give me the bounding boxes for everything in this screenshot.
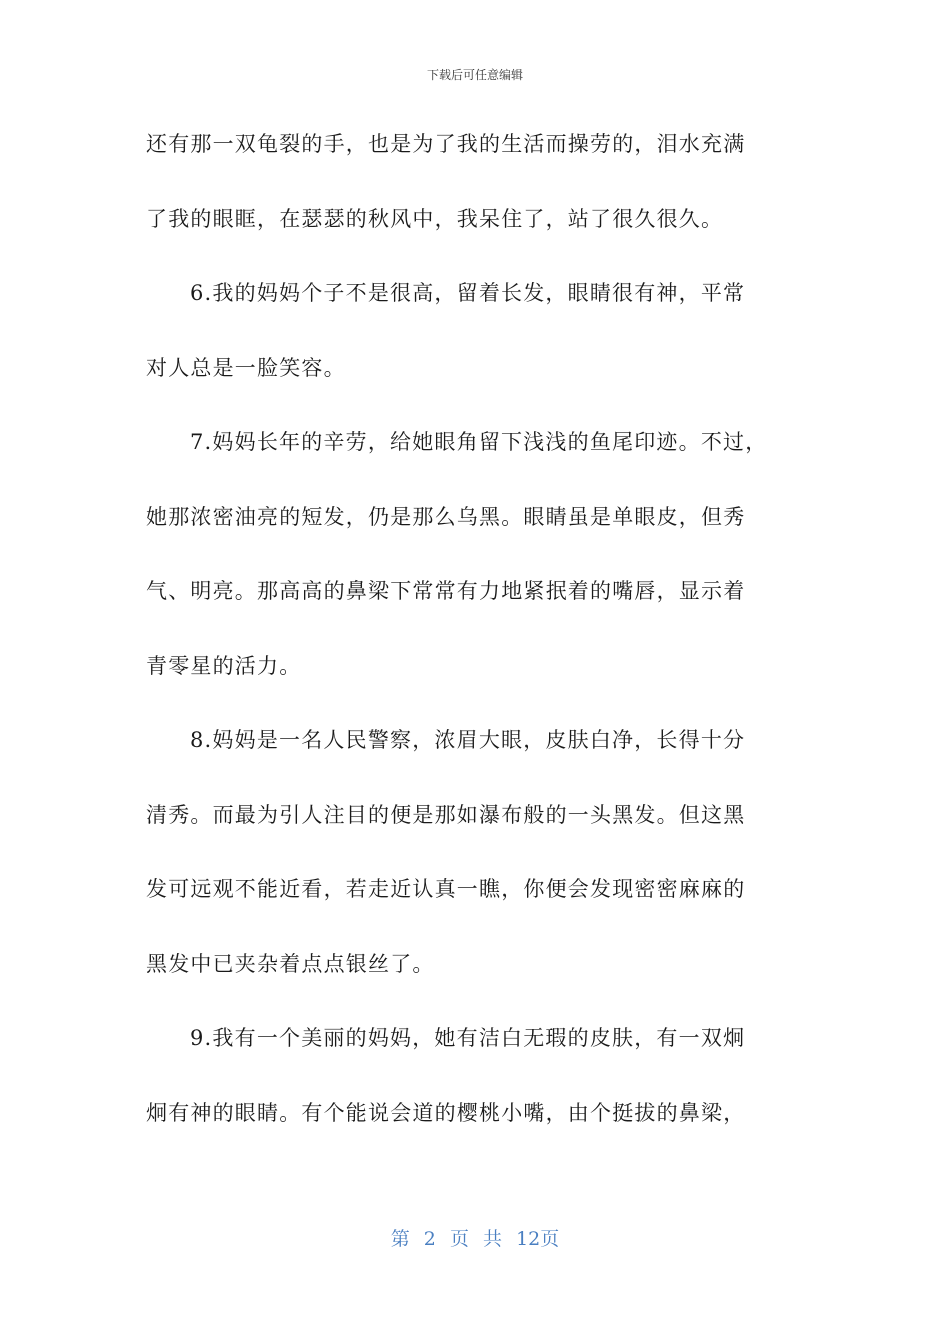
- text-line: 对人总是一脸笑容。: [146, 355, 346, 380]
- text-line: 气、明亮。那高高的鼻梁下常常有力地紧抿着的嘴唇，显示着: [146, 579, 746, 603]
- text-line: 她那浓密油亮的短发，仍是那么乌黑。眼睛虽是单眼皮，但秀: [146, 504, 746, 529]
- text-line: 黑发中已夹杂着点点银丝了。: [146, 951, 435, 976]
- text-line: 9.我有一个美丽的妈妈，她有洁白无瑕的皮肤，有一双炯: [190, 1026, 746, 1050]
- text-line: 炯有神的眼睛。有个能说会道的樱桃小嘴，由个挺拔的鼻梁，: [146, 1100, 746, 1125]
- text-line: 青零星的活力。: [146, 653, 302, 678]
- text-line: 发可远观不能近看，若走近认真一瞧，你便会发现密密麻麻的: [146, 877, 746, 901]
- footer-word-gong: 共: [483, 1228, 503, 1250]
- text-line: 6.我的妈妈个子不是很高，留着长发，眼睛很有神，平常: [190, 281, 746, 305]
- footer-total-pages: 12页: [516, 1228, 560, 1250]
- page-footer: [0, 1226, 950, 1252]
- text-line: 还有那一双龟裂的手，也是为了我的生活而操劳的，泪水充满: [146, 132, 746, 156]
- text-line: 了我的眼眶，在瑟瑟的秋风中，我呆住了，站了很久很久。: [146, 206, 724, 231]
- footer-word-ye: 页: [449, 1228, 469, 1250]
- text-line: 8.妈妈是一名人民警察，浓眉大眼，皮肤白净，长得十分: [190, 728, 746, 752]
- document-body: [146, 128, 802, 1171]
- footer-current-page: 2: [423, 1228, 436, 1250]
- text-line: 清秀。而最为引人注目的便是那如瀑布般的一头黑发。但这黑: [146, 802, 746, 827]
- text-line: 7.妈妈长年的辛劳，给她眼角留下浅浅的鱼尾印迹。不过，: [190, 430, 768, 454]
- page-header: 下载后可任意编辑: [426, 68, 523, 82]
- footer-word-di: 第: [390, 1228, 410, 1250]
